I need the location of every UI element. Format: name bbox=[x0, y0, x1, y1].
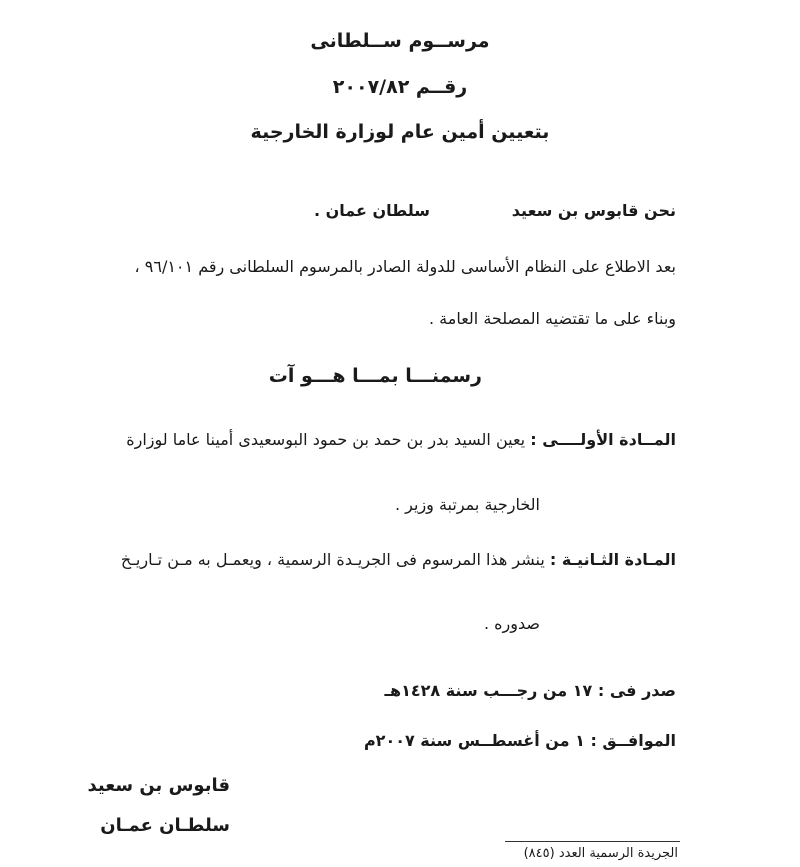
decree-number: رقــم ٢٠٠٧/٨٢ bbox=[332, 76, 468, 98]
article-1 bbox=[126, 430, 676, 449]
article-2-label: المـادة الثـانيـة : bbox=[549, 550, 676, 569]
issued-gregorian-date: الموافــق : ١ من أغسطــس سنة ٢٠٠٧م bbox=[363, 731, 676, 750]
article-1-label: المــادة الأولــــى : bbox=[530, 430, 676, 449]
decree-heading: مرســوم ســلطانى bbox=[310, 30, 490, 52]
preamble-title: سلطان عمان . bbox=[313, 201, 430, 220]
recital-1: بعد الاطلاع على النظام الأساسى للدولة الصادر بالمرسوم السلطانى رقم ٩٦/١٠١ ، bbox=[134, 257, 676, 276]
issued-hijri-date: صدر فى : ١٧ من رجـــب سنة ١٤٢٨هـ bbox=[384, 681, 676, 700]
preamble-name: نحن قابوس بن سعيد bbox=[511, 201, 676, 220]
article-2 bbox=[121, 550, 676, 569]
recital-2: وبناء على ما تقتضيه المصلحة العامة . bbox=[429, 309, 676, 328]
signature-title: سلطـان عمـان bbox=[100, 815, 230, 836]
article-2-text: ينشر هذا المرسوم فى الجريـدة الرسمية ، ويعمـل به مـن تـاريـخ bbox=[120, 550, 545, 569]
signature-name: قابوس بن سعيد bbox=[87, 775, 230, 796]
article-1-continuation: الخارجية بمرتبة وزير . bbox=[394, 495, 540, 514]
footnote-divider bbox=[505, 841, 680, 842]
article-1-text: يعين السيد بدر بن حمد بن حمود البوسعيدى أمينا عاما لوزارة bbox=[126, 430, 526, 449]
decree-intro: رسمنـــا بمـــا هـــو آت bbox=[268, 365, 482, 387]
article-2-continuation: صدوره . bbox=[484, 614, 540, 633]
footnote-gazette-issue: الجريدة الرسمية العدد (٨٤٥) bbox=[523, 846, 678, 861]
decree-subject: بتعيين أمين عام لوزارة الخارجية bbox=[250, 121, 550, 143]
